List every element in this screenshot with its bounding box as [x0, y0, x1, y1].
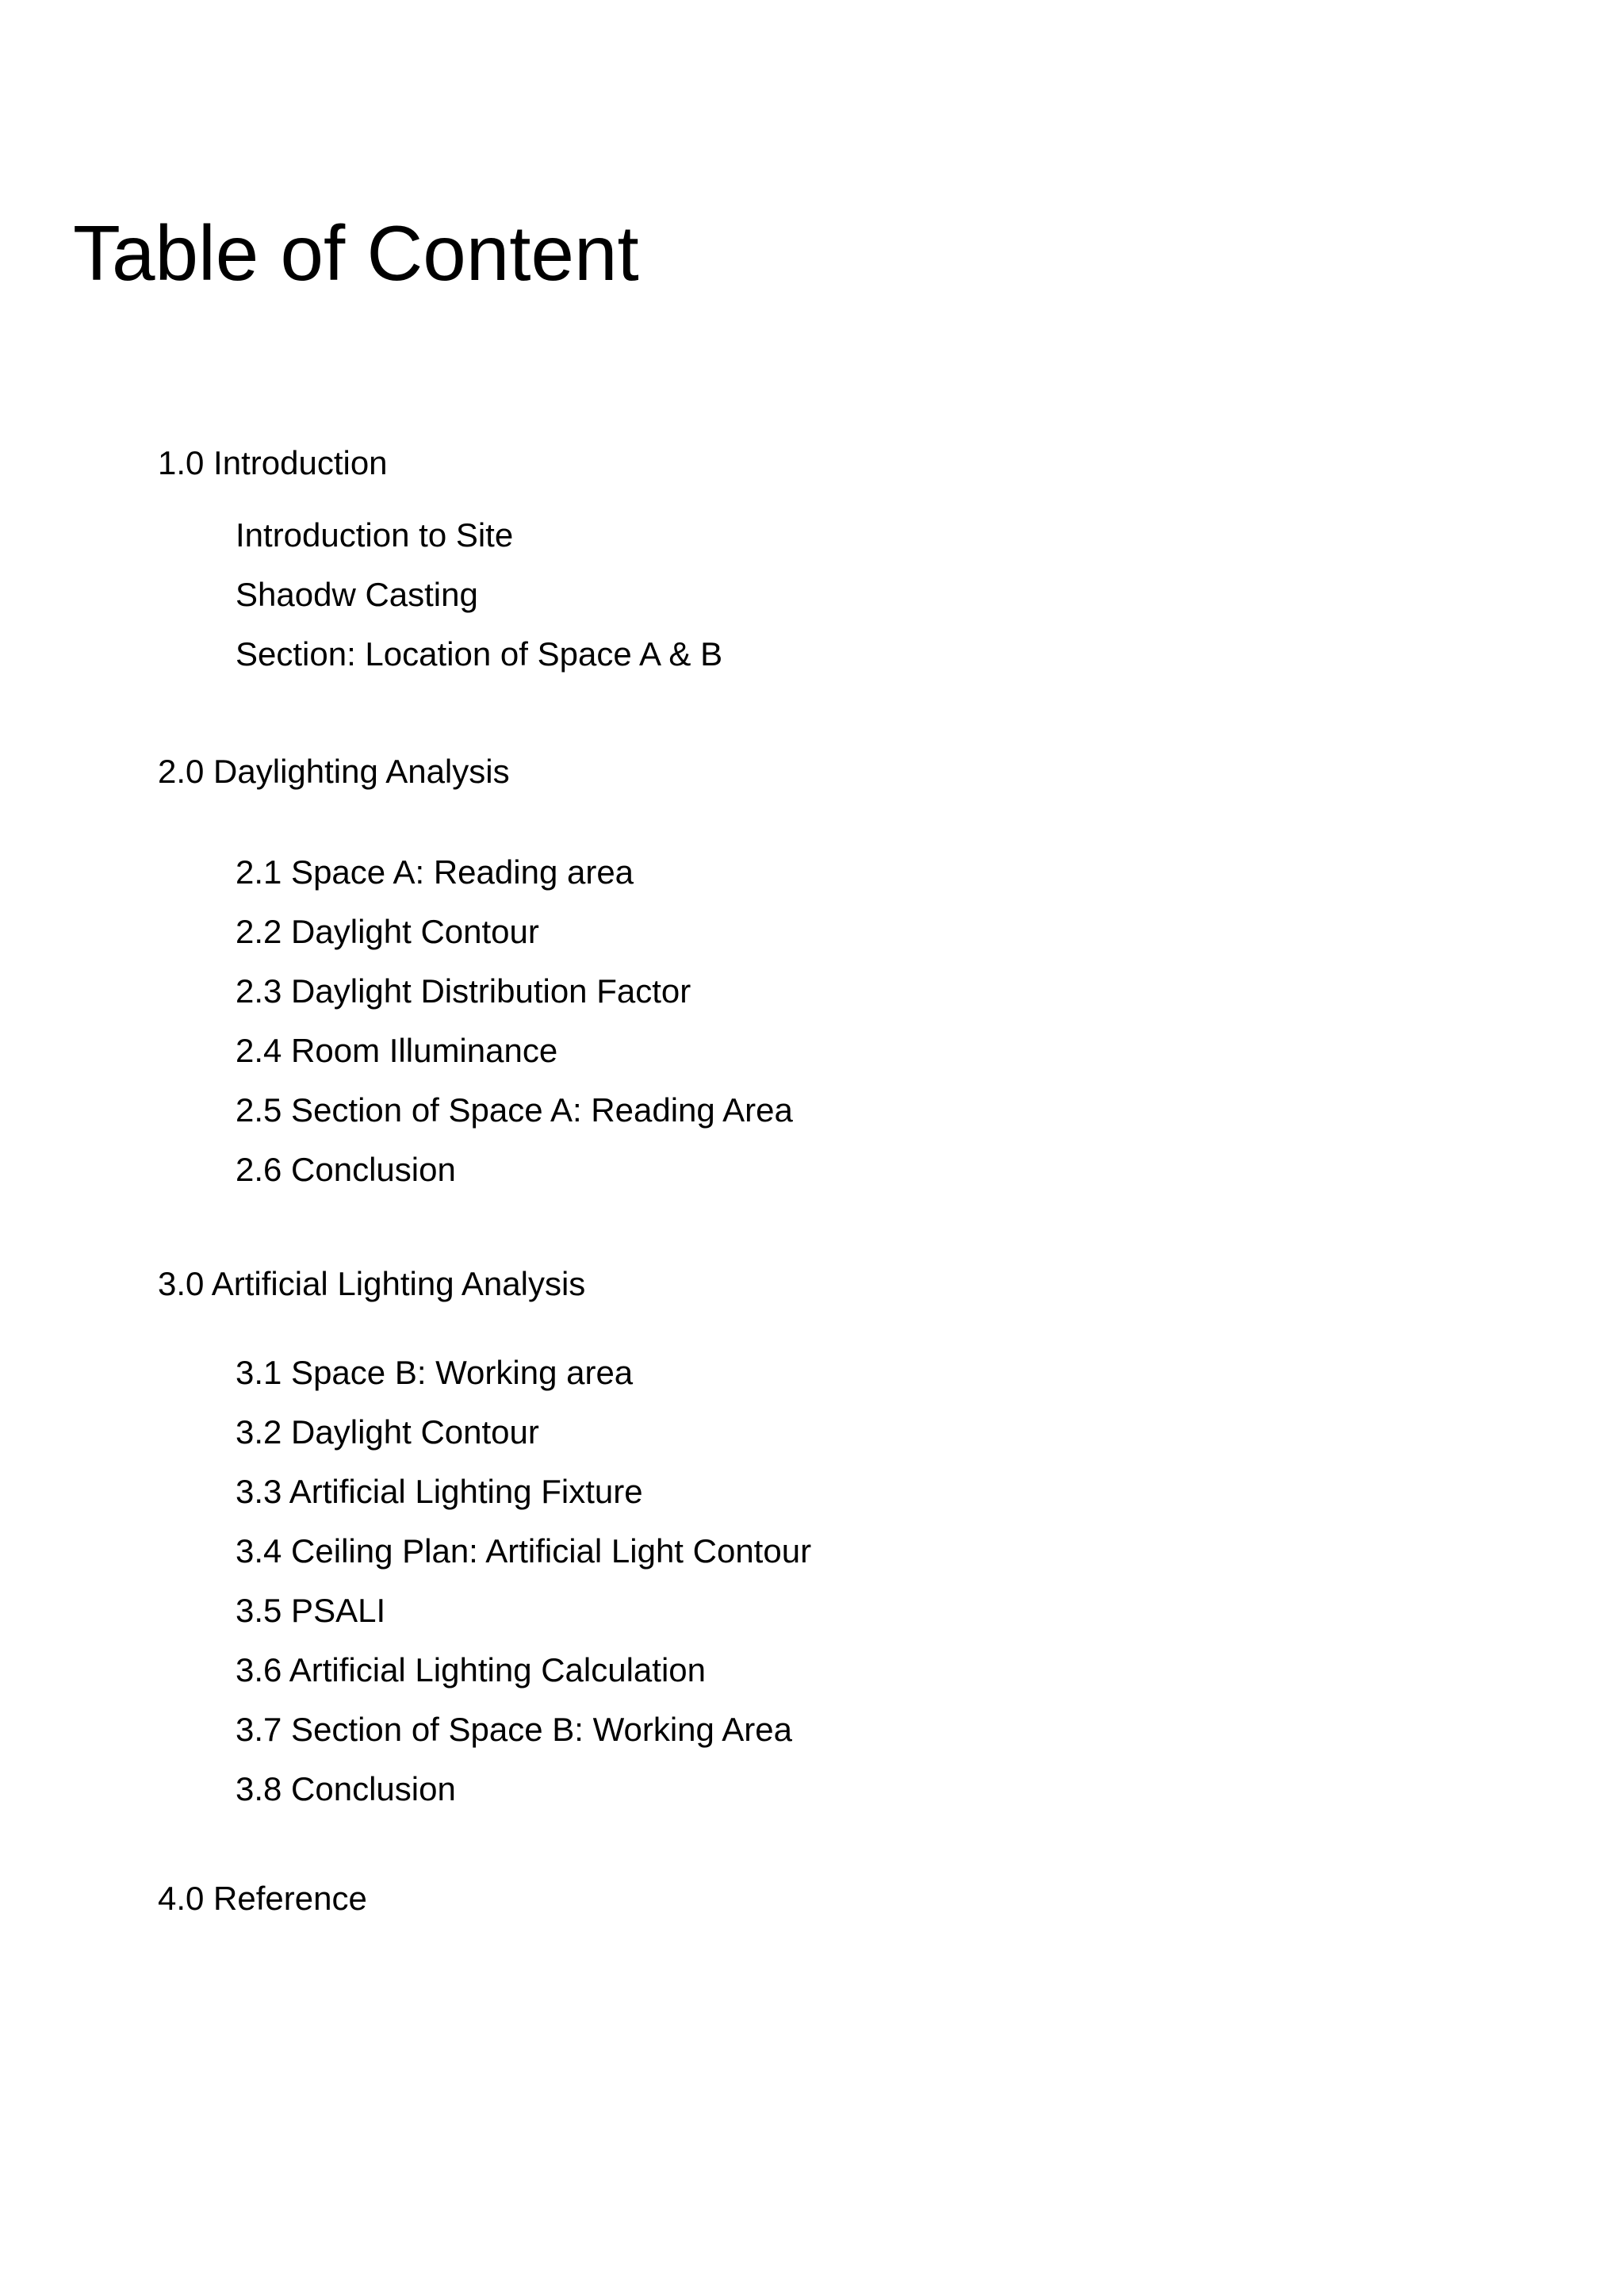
toc-item: 2.3 Daylight Distribution Factor — [236, 972, 691, 1010]
toc-item: 2.4 Room Illuminance — [236, 1032, 558, 1069]
toc-item: 2.2 Daylight Contour — [236, 913, 539, 950]
toc-item: 3.5 PSALI — [236, 1592, 386, 1629]
toc-item: 3.3 Artificial Lighting Fixture — [236, 1473, 643, 1510]
toc-item: Section: Location of Space A & B — [236, 635, 723, 673]
toc-item: 3.4 Ceiling Plan: Artificial Light Contour — [236, 1532, 812, 1570]
page-title: Table of Content — [73, 209, 639, 297]
toc-heading-reference: 4.0 Reference — [158, 1880, 367, 1917]
toc-item: Introduction to Site — [236, 516, 514, 554]
toc-heading-daylighting-analysis: 2.0 Daylighting Analysis — [158, 753, 510, 790]
toc-item: 3.2 Daylight Contour — [236, 1413, 539, 1451]
toc-item: 3.1 Space B: Working area — [236, 1354, 634, 1391]
toc-item: 2.1 Space A: Reading area — [236, 853, 634, 891]
toc-item: 3.8 Conclusion — [236, 1770, 456, 1807]
toc-item: 2.5 Section of Space A: Reading Area — [236, 1091, 793, 1129]
toc-heading-introduction: 1.0 Introduction — [158, 444, 388, 481]
toc-item: Shaodw Casting — [236, 576, 478, 613]
toc-item: 2.6 Conclusion — [236, 1151, 456, 1188]
toc-item: 3.6 Artificial Lighting Calculation — [236, 1651, 707, 1688]
toc-item: 3.7 Section of Space B: Working Area — [236, 1711, 792, 1748]
toc-heading-artificial-lighting-analysis: 3.0 Artificial Lighting Analysis — [158, 1265, 586, 1302]
